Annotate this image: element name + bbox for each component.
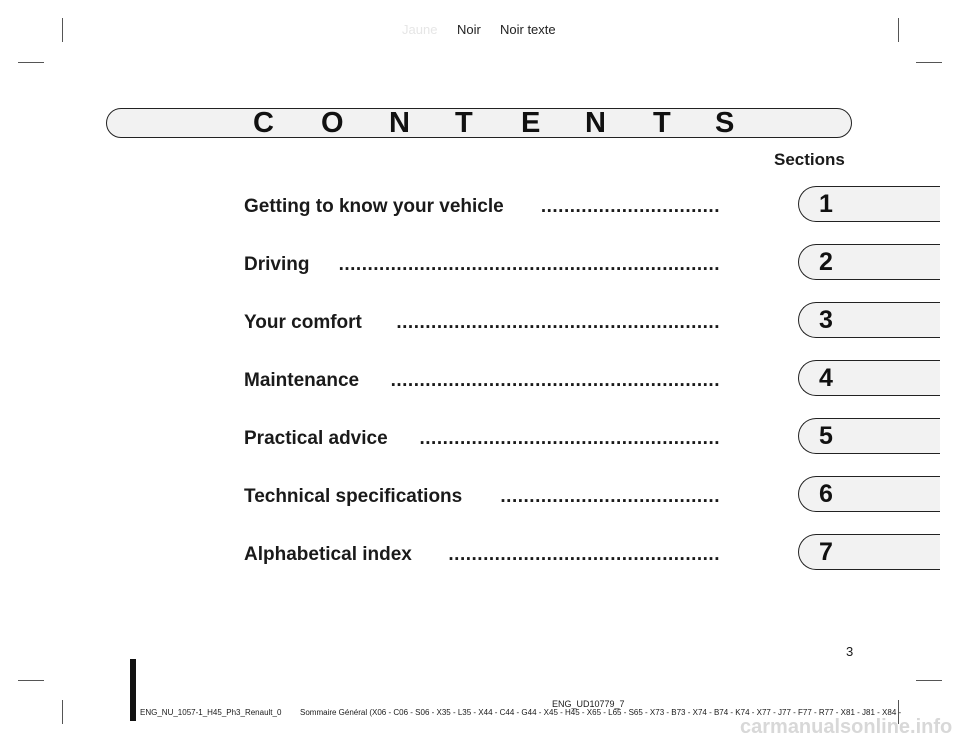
- section-tab-2[interactable]: [798, 244, 940, 280]
- sections-label: Sections: [774, 150, 845, 169]
- crop-mark: [916, 62, 942, 63]
- toc-leader-dots: ....................................................: [419, 428, 720, 449]
- section-number: 5: [819, 422, 833, 450]
- section-number: 4: [819, 364, 833, 392]
- crop-mark: [62, 18, 63, 42]
- banner-letter: N: [389, 107, 410, 139]
- section-tab-4[interactable]: [798, 360, 940, 396]
- page-number: 3: [846, 644, 854, 659]
- toc-title: Your comfort: [244, 312, 362, 333]
- footer-model-list: Sommaire Général (X06 - C06 - S06 - X35 - L35 - X44 - C44 - G44 - X45 - H45 - X65 - L65 - S65 - X73 - B73 - X74 - B74 - K74 - X77 - J77 - F77 - R77 - X81 - J81 - X84 -: [300, 708, 902, 717]
- section-number: 7: [819, 538, 833, 566]
- section-tab-1[interactable]: [798, 186, 940, 222]
- toc-entry[interactable]: [244, 428, 720, 454]
- crop-mark: [18, 62, 44, 63]
- toc-entry[interactable]: [244, 370, 720, 396]
- section-tab-7[interactable]: [798, 534, 940, 570]
- print-color-noir: Noir: [457, 22, 481, 37]
- crop-mark: [898, 18, 899, 42]
- toc-entry[interactable]: [244, 544, 720, 570]
- crop-mark: [18, 680, 44, 681]
- print-color-noir-texte: Noir texte: [500, 22, 556, 37]
- watermark: carmanualsonline.info: [740, 716, 953, 738]
- banner-letter: S: [715, 107, 735, 139]
- toc-title: Practical advice: [244, 428, 388, 449]
- toc-leader-dots: ......................................: [500, 486, 720, 507]
- footer-file-name: ENG_NU_1057-1_H45_Ph3_Renault_0: [140, 708, 282, 717]
- banner-letter: O: [321, 107, 344, 139]
- toc-leader-dots: ........................................................: [396, 312, 720, 333]
- contents-banner: [106, 108, 852, 138]
- section-tab-3[interactable]: [798, 302, 940, 338]
- banner-letter: N: [585, 107, 606, 139]
- section-tab-5[interactable]: [798, 418, 940, 454]
- banner-letter: C: [253, 107, 274, 139]
- toc-title: Alphabetical index: [244, 544, 412, 565]
- toc-entry[interactable]: [244, 196, 720, 222]
- section-number: 6: [819, 480, 833, 508]
- margin-bar: [130, 659, 136, 721]
- toc-title: Getting to know your vehicle: [244, 196, 504, 217]
- print-color-header: [0, 22, 960, 42]
- section-number: 1: [819, 190, 833, 218]
- toc-title: Maintenance: [244, 370, 360, 391]
- toc-entry[interactable]: [244, 312, 720, 338]
- print-color-jaune: Jaune: [402, 22, 438, 37]
- section-tab-6[interactable]: [798, 476, 940, 512]
- toc-title: Technical specifications: [244, 486, 463, 507]
- banner-letter: T: [455, 107, 473, 139]
- document-code: ENG_UD10779_7: [552, 699, 625, 709]
- toc-leader-dots: ...............................................: [448, 544, 720, 565]
- crop-mark: [916, 680, 942, 681]
- toc-leader-dots: .........................................................: [390, 370, 720, 391]
- toc-title: Driving: [244, 254, 310, 275]
- section-number: 3: [819, 306, 833, 334]
- toc-leader-dots: ...............................: [540, 196, 720, 217]
- toc-entry[interactable]: [244, 486, 720, 512]
- banner-letter: E: [521, 107, 541, 139]
- crop-mark: [62, 700, 63, 724]
- banner-letter: T: [653, 107, 671, 139]
- section-number: 2: [819, 248, 833, 276]
- toc-leader-dots: ..................................................................: [338, 254, 720, 275]
- toc-entry[interactable]: [244, 254, 720, 280]
